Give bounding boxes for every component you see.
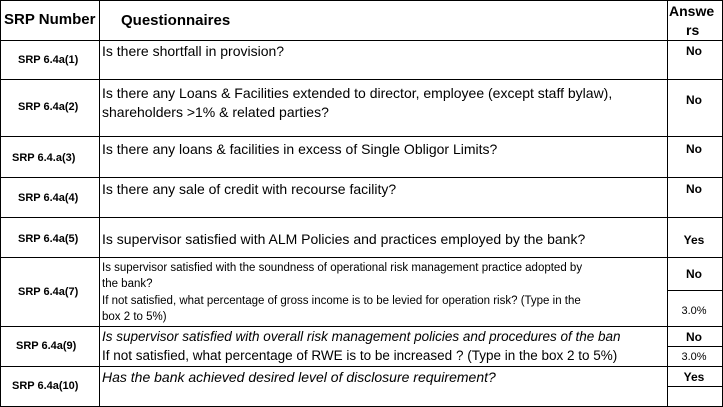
srp-number-cell: SRP 6.4a(2) [18, 101, 79, 113]
question-text: Has the bank achieved desired level of disclosure requirement? [102, 369, 496, 385]
answer-cell[interactable]: Yes [683, 233, 705, 247]
answer-cell[interactable]: No [686, 44, 702, 58]
header-srp-number: SRP Number [4, 11, 96, 28]
grid-line [0, 326, 723, 327]
srp-number-cell: SRP 6.4a(10) [12, 380, 79, 392]
srp-number-cell: SRP 6.4.a(3) [12, 152, 76, 164]
grid-line [0, 79, 723, 80]
question-text: Is supervisor satisfied with ALM Policies and practices employed by the bank? [102, 231, 586, 247]
question-text: box 2 to 5%) [102, 311, 167, 323]
grid-line [667, 346, 723, 347]
grid-line [0, 177, 723, 178]
srp-number-cell: SRP 6.4a(1) [18, 54, 79, 66]
grid-line [0, 0, 1, 407]
answer-cell[interactable]: No [686, 267, 702, 281]
answer-cell[interactable]: Yes [683, 370, 705, 384]
grid-line [0, 257, 723, 258]
grid-line [99, 0, 100, 407]
question-text: Is supervisor satisfied with overall risk management policies and procedures of the ban [102, 329, 621, 344]
header-answers-line1: Answe [669, 3, 715, 19]
question-text: Is there shortfall in provision? [102, 43, 285, 59]
question-text: Is there any sale of credit with recourse facility? [102, 181, 397, 197]
answer-cell[interactable]: No [686, 93, 702, 107]
question-text: Is there any loans & facilities in excess of Single Obligor Limits? [102, 141, 498, 157]
question-text: If not satisfied, what percentage of RWE is to be increased ? (Type in the box 2 to 5%) [102, 348, 618, 363]
question-text: Is supervisor satisfied with the soundness of operational risk management practice adopted by [102, 262, 583, 274]
question-text: shareholders >1% & related parties? [102, 104, 329, 120]
answer-cell[interactable]: No [686, 330, 702, 344]
header-questionnaires: Questionnaires [121, 12, 231, 29]
question-text: the bank? [102, 278, 153, 290]
srp-number-cell: SRP 6.4a(7) [18, 286, 79, 298]
header-answers-line2: rs [686, 22, 700, 38]
grid-line [0, 217, 723, 218]
answer-cell[interactable]: No [686, 142, 702, 156]
srp-number-cell: SRP 6.4a(9) [16, 340, 77, 352]
answer-cell[interactable]: No [686, 182, 702, 196]
question-text: If not satisfied, what percentage of gross income is to be levied for operation risk? (Type in the [102, 295, 581, 307]
grid-line [0, 136, 723, 137]
grid-line [0, 0, 723, 1]
question-text: Is there any Loans & Facilities extended to director, employee (except staff bylaw), [102, 85, 613, 101]
srp-number-cell: SRP 6.4a(5) [18, 233, 79, 245]
percentage-input[interactable]: 3.0% [681, 351, 707, 363]
grid-line [667, 290, 723, 291]
grid-line [0, 366, 723, 367]
grid-line [0, 40, 723, 41]
srp-number-cell: SRP 6.4a(4) [18, 192, 79, 204]
grid-line [667, 386, 723, 387]
percentage-input[interactable]: 3.0% [681, 305, 707, 317]
